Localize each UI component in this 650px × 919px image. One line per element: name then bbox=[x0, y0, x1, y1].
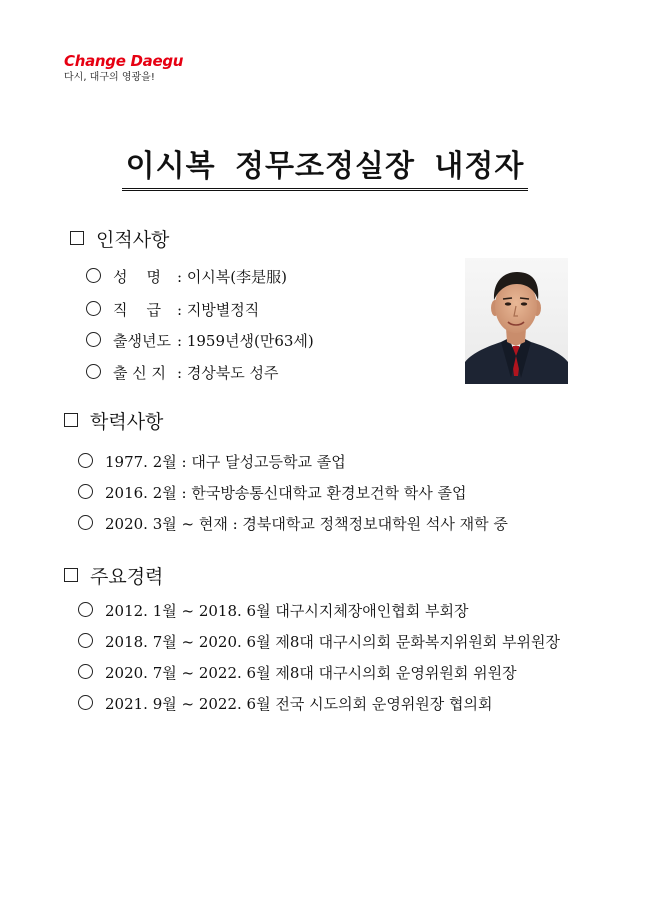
circle-bullet-icon bbox=[78, 633, 93, 648]
education-text: 2020. 3월 ~ 현재 : 경북대학교 정책정보대학원 석사 재학 중 bbox=[105, 515, 508, 533]
career-heading bbox=[64, 565, 163, 589]
document-title-wrap bbox=[0, 148, 650, 191]
logo bbox=[64, 52, 183, 85]
career-text: 2021. 9월 ~ 2022. 6월 전국 시도의회 운영위원장 협의회 bbox=[105, 695, 493, 713]
education-item bbox=[78, 451, 346, 473]
career-item bbox=[78, 693, 493, 715]
personal-value: : 1959년생(만63세) bbox=[177, 332, 314, 350]
career-text: 2012. 1월 ~ 2018. 6월 대구시지체장애인협회 부회장 bbox=[105, 602, 469, 620]
career-heading-text: 주요경력 bbox=[90, 566, 164, 588]
circle-bullet-icon bbox=[78, 484, 93, 499]
personal-value: : 지방별정직 bbox=[177, 301, 260, 319]
circle-bullet-icon bbox=[78, 515, 93, 530]
portrait-photo bbox=[465, 258, 568, 384]
personal-label: 직 급 bbox=[113, 301, 162, 319]
education-text: 1977. 2월 : 대구 달성고등학교 졸업 bbox=[105, 453, 346, 471]
personal-label: 성 명 bbox=[113, 268, 162, 286]
circle-bullet-icon bbox=[86, 364, 101, 379]
circle-bullet-icon bbox=[78, 664, 93, 679]
circle-bullet-icon bbox=[86, 301, 101, 316]
personal-item-name bbox=[86, 266, 287, 288]
circle-bullet-icon bbox=[86, 332, 101, 347]
personal-value: : 경상북도 성주 bbox=[177, 364, 279, 382]
education-item bbox=[78, 482, 466, 504]
education-heading bbox=[64, 410, 163, 434]
career-text: 2018. 7월 ~ 2020. 6월 제8대 대구시의회 문화복지위원회 부위원장 bbox=[105, 633, 561, 651]
personal-item-hometown bbox=[86, 362, 279, 384]
circle-bullet-icon bbox=[78, 453, 93, 468]
circle-bullet-icon bbox=[78, 695, 93, 710]
personal-item-birth bbox=[86, 330, 314, 352]
education-heading-text: 학력사항 bbox=[90, 411, 164, 433]
personal-heading-text: 인적사항 bbox=[96, 229, 170, 251]
career-item bbox=[78, 662, 517, 684]
personal-item-rank bbox=[86, 299, 259, 321]
education-text: 2016. 2월 : 한국방송통신대학교 환경보건학 학사 졸업 bbox=[105, 484, 467, 502]
career-item bbox=[78, 631, 560, 653]
education-item bbox=[78, 513, 508, 535]
square-bullet-icon bbox=[70, 231, 84, 245]
square-bullet-icon bbox=[64, 413, 78, 427]
career-item bbox=[78, 600, 469, 622]
career-text: 2020. 7월 ~ 2022. 6월 제8대 대구시의회 운영위원회 위원장 bbox=[105, 664, 517, 682]
personal-label: 출생년도 bbox=[113, 332, 171, 350]
personal-heading bbox=[70, 228, 169, 252]
logo-slogan: 다시, 대구의 영광을! bbox=[64, 72, 155, 83]
personal-value: : 이시복(李是服) bbox=[177, 268, 287, 286]
circle-bullet-icon bbox=[86, 268, 101, 283]
circle-bullet-icon bbox=[78, 602, 93, 617]
document-title: 이시복 정무조정실장 내정자 bbox=[122, 148, 529, 191]
logo-title: Change Daegu bbox=[64, 52, 184, 70]
personal-label: 출 신 지 bbox=[113, 364, 167, 382]
square-bullet-icon bbox=[64, 568, 78, 582]
